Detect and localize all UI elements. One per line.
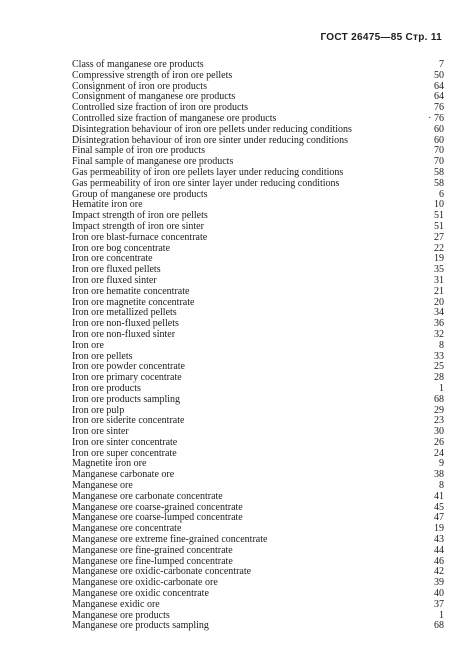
index-entry [72,125,444,136]
index-page-number: 30 [434,426,444,438]
index-page-number: 7 [439,59,444,70]
index-term: Manganese carbonate ore [72,469,175,481]
index-page-number: 27 [434,231,444,243]
index-page-number: 39 [434,577,444,589]
index-term: Consignment of iron ore products [72,80,207,92]
index-page-number: 76 [434,102,444,114]
index-term: Impact strength of iron ore sinter [72,220,204,232]
index-page-number: 42 [434,566,444,578]
index-term: Manganese ore products sampling [72,620,209,632]
index-term: Consignment of manganese ore products [72,91,236,103]
index-page-number: 19 [434,523,444,535]
index-term: Manganese ore oxidic-carbonate concentrate [72,566,252,578]
index-page-number: 41 [434,490,444,502]
index-page-number: 34 [434,307,444,319]
index-term: Manganese ore fine-grained concentrate [72,544,233,556]
index-page-number: 23 [434,415,444,427]
index-page-number: · 76 [428,112,444,124]
index-page-number: 31 [434,274,444,286]
index-term: Iron ore metallized pellets [72,307,177,319]
index-page-number: 40 [434,588,444,600]
index-page-number: 8 [439,480,444,492]
index-page-number: 35 [434,264,444,276]
index-page-number: 51 [434,210,444,222]
index-entry [72,330,444,341]
page-header: ГОСТ 26475—85 Стр. 11 [320,32,442,43]
index-page-number: 47 [434,512,444,524]
index-term: Iron ore primary cocentrate [72,372,182,384]
index-term: Manganese ore oxidic-carbonate ore [72,577,218,589]
index-page-number: 29 [434,404,444,416]
index-page-number: 9 [439,458,444,470]
index-term: Disintegration behaviour of iron ore pellets under reducing conditions [72,123,352,135]
index-page-number: 68 [434,393,444,405]
index-page-number: 64 [434,80,444,92]
index-term: Manganese ore fine-lumped concentrate [72,555,233,567]
index-term: Iron ore hematite concentrate [72,285,190,297]
index-page-number: 60 [434,123,444,135]
index-term: Manganese ore extreme fine-grained concentrate [72,534,268,546]
index-term: Gas permeability of iron ore sinter layer under reducing conditions [72,177,340,189]
index-page-number: 45 [434,501,444,513]
index-term: Iron ore pellets [72,350,133,362]
index-term: Manganese ore coarse-grained concentrate [72,501,243,513]
index-term: Iron ore fluxed sinter [72,274,157,286]
index-page-number: 19 [434,253,444,265]
index-term: Iron ore blast-furnace concentrate [72,231,208,243]
index-term: Iron ore [72,339,104,351]
index-term: Final sample of manganese ore products [72,156,234,168]
index-term: Hematite iron ore [72,199,143,211]
index-entry [72,395,444,406]
index-term: Final sample of iron ore products [72,145,206,157]
index-page-number: 68 [434,620,444,632]
index-entry [72,341,444,352]
index-entry [72,287,444,298]
index-page-number: 70 [434,156,444,168]
index-page-number: 43 [434,534,444,546]
index-page-number: 51 [434,220,444,232]
index-term: Iron ore magnetite concentrate [72,296,195,308]
index-term: Controlled size fraction of manganese ore products [72,112,277,124]
index-page-number: 24 [434,447,444,459]
index-term: Controlled size fraction of iron ore products [72,102,249,114]
index-page-number: 60 [434,134,444,146]
index-page-number: 33 [434,350,444,362]
index-term: Iron ore fluxed pellets [72,264,161,276]
index-term: Manganese ore [72,480,133,492]
index-term: Magnetite iron ore [72,458,147,470]
index-term: Compressive strength of iron ore pellets [72,69,233,81]
index-page-number: 46 [434,555,444,567]
index-page-number: 58 [434,177,444,189]
index-page-number: 8 [439,339,444,351]
index-page-number: 50 [434,69,444,81]
index-term: Iron ore pulp [72,404,125,416]
index-page-number: 26 [434,436,444,448]
index-entry [72,71,444,82]
index-page-number: 37 [434,598,444,610]
index-term: Manganese ore carbonate concentrate [72,490,223,502]
index-term: Iron ore super concentrate [72,447,177,459]
index-entry [72,179,444,190]
index-term: Iron ore sinter concentrate [72,436,178,448]
index-page-number: 28 [434,372,444,384]
index-page-number: 38 [434,469,444,481]
index-term: Iron ore sinter [72,426,129,438]
index-term: Iron ore powder concentrate [72,361,185,373]
index-page-number: 58 [434,166,444,178]
index-term: Manganese ore products [72,609,170,621]
index-term: Group of manganese ore products [72,188,208,200]
index-page-number: 21 [434,285,444,297]
index-page-number: 10 [434,199,444,211]
index-page-number: 32 [434,328,444,340]
index-page-number: 1 [439,382,444,394]
index-term: Gas permeability of iron ore pellets layer under reducing conditions [72,166,344,178]
index-page-number: 25 [434,361,444,373]
index-term: Iron ore non-fluxed sinter [72,328,176,340]
index-term: Class of manganese ore products [72,59,204,70]
index-term: Iron ore siderite concentrate [72,415,185,427]
term-index [72,60,444,632]
index-entry [72,233,444,244]
index-term: Manganese ore concentrate [72,523,182,535]
index-term: Iron ore products sampling [72,393,181,405]
index-term: Impact strength of iron ore pellets [72,210,208,222]
index-term: Disintegration behaviour of iron ore sinter under reducing conditions [72,134,349,146]
index-page-number: 44 [434,544,444,556]
index-page-number: 70 [434,145,444,157]
index-term: Iron ore non-fluxed pellets [72,318,179,330]
index-term: Manganese ore oxidic concentrate [72,588,209,600]
index-page-number: 64 [434,91,444,103]
index-page-number: 6 [439,188,444,200]
index-term: Iron ore bog concentrate [72,242,171,254]
index-term: Iron ore products [72,382,141,394]
index-page-number: 1 [439,609,444,621]
index-term: Manganese exidic ore [72,598,160,610]
index-entry [72,621,444,632]
index-page-number: 20 [434,296,444,308]
index-page-number: 22 [434,242,444,254]
index-page-number: 36 [434,318,444,330]
index-term: Manganese ore coarse-lumped concentrate [72,512,243,524]
index-term: Iron ore concentrate [72,253,153,265]
